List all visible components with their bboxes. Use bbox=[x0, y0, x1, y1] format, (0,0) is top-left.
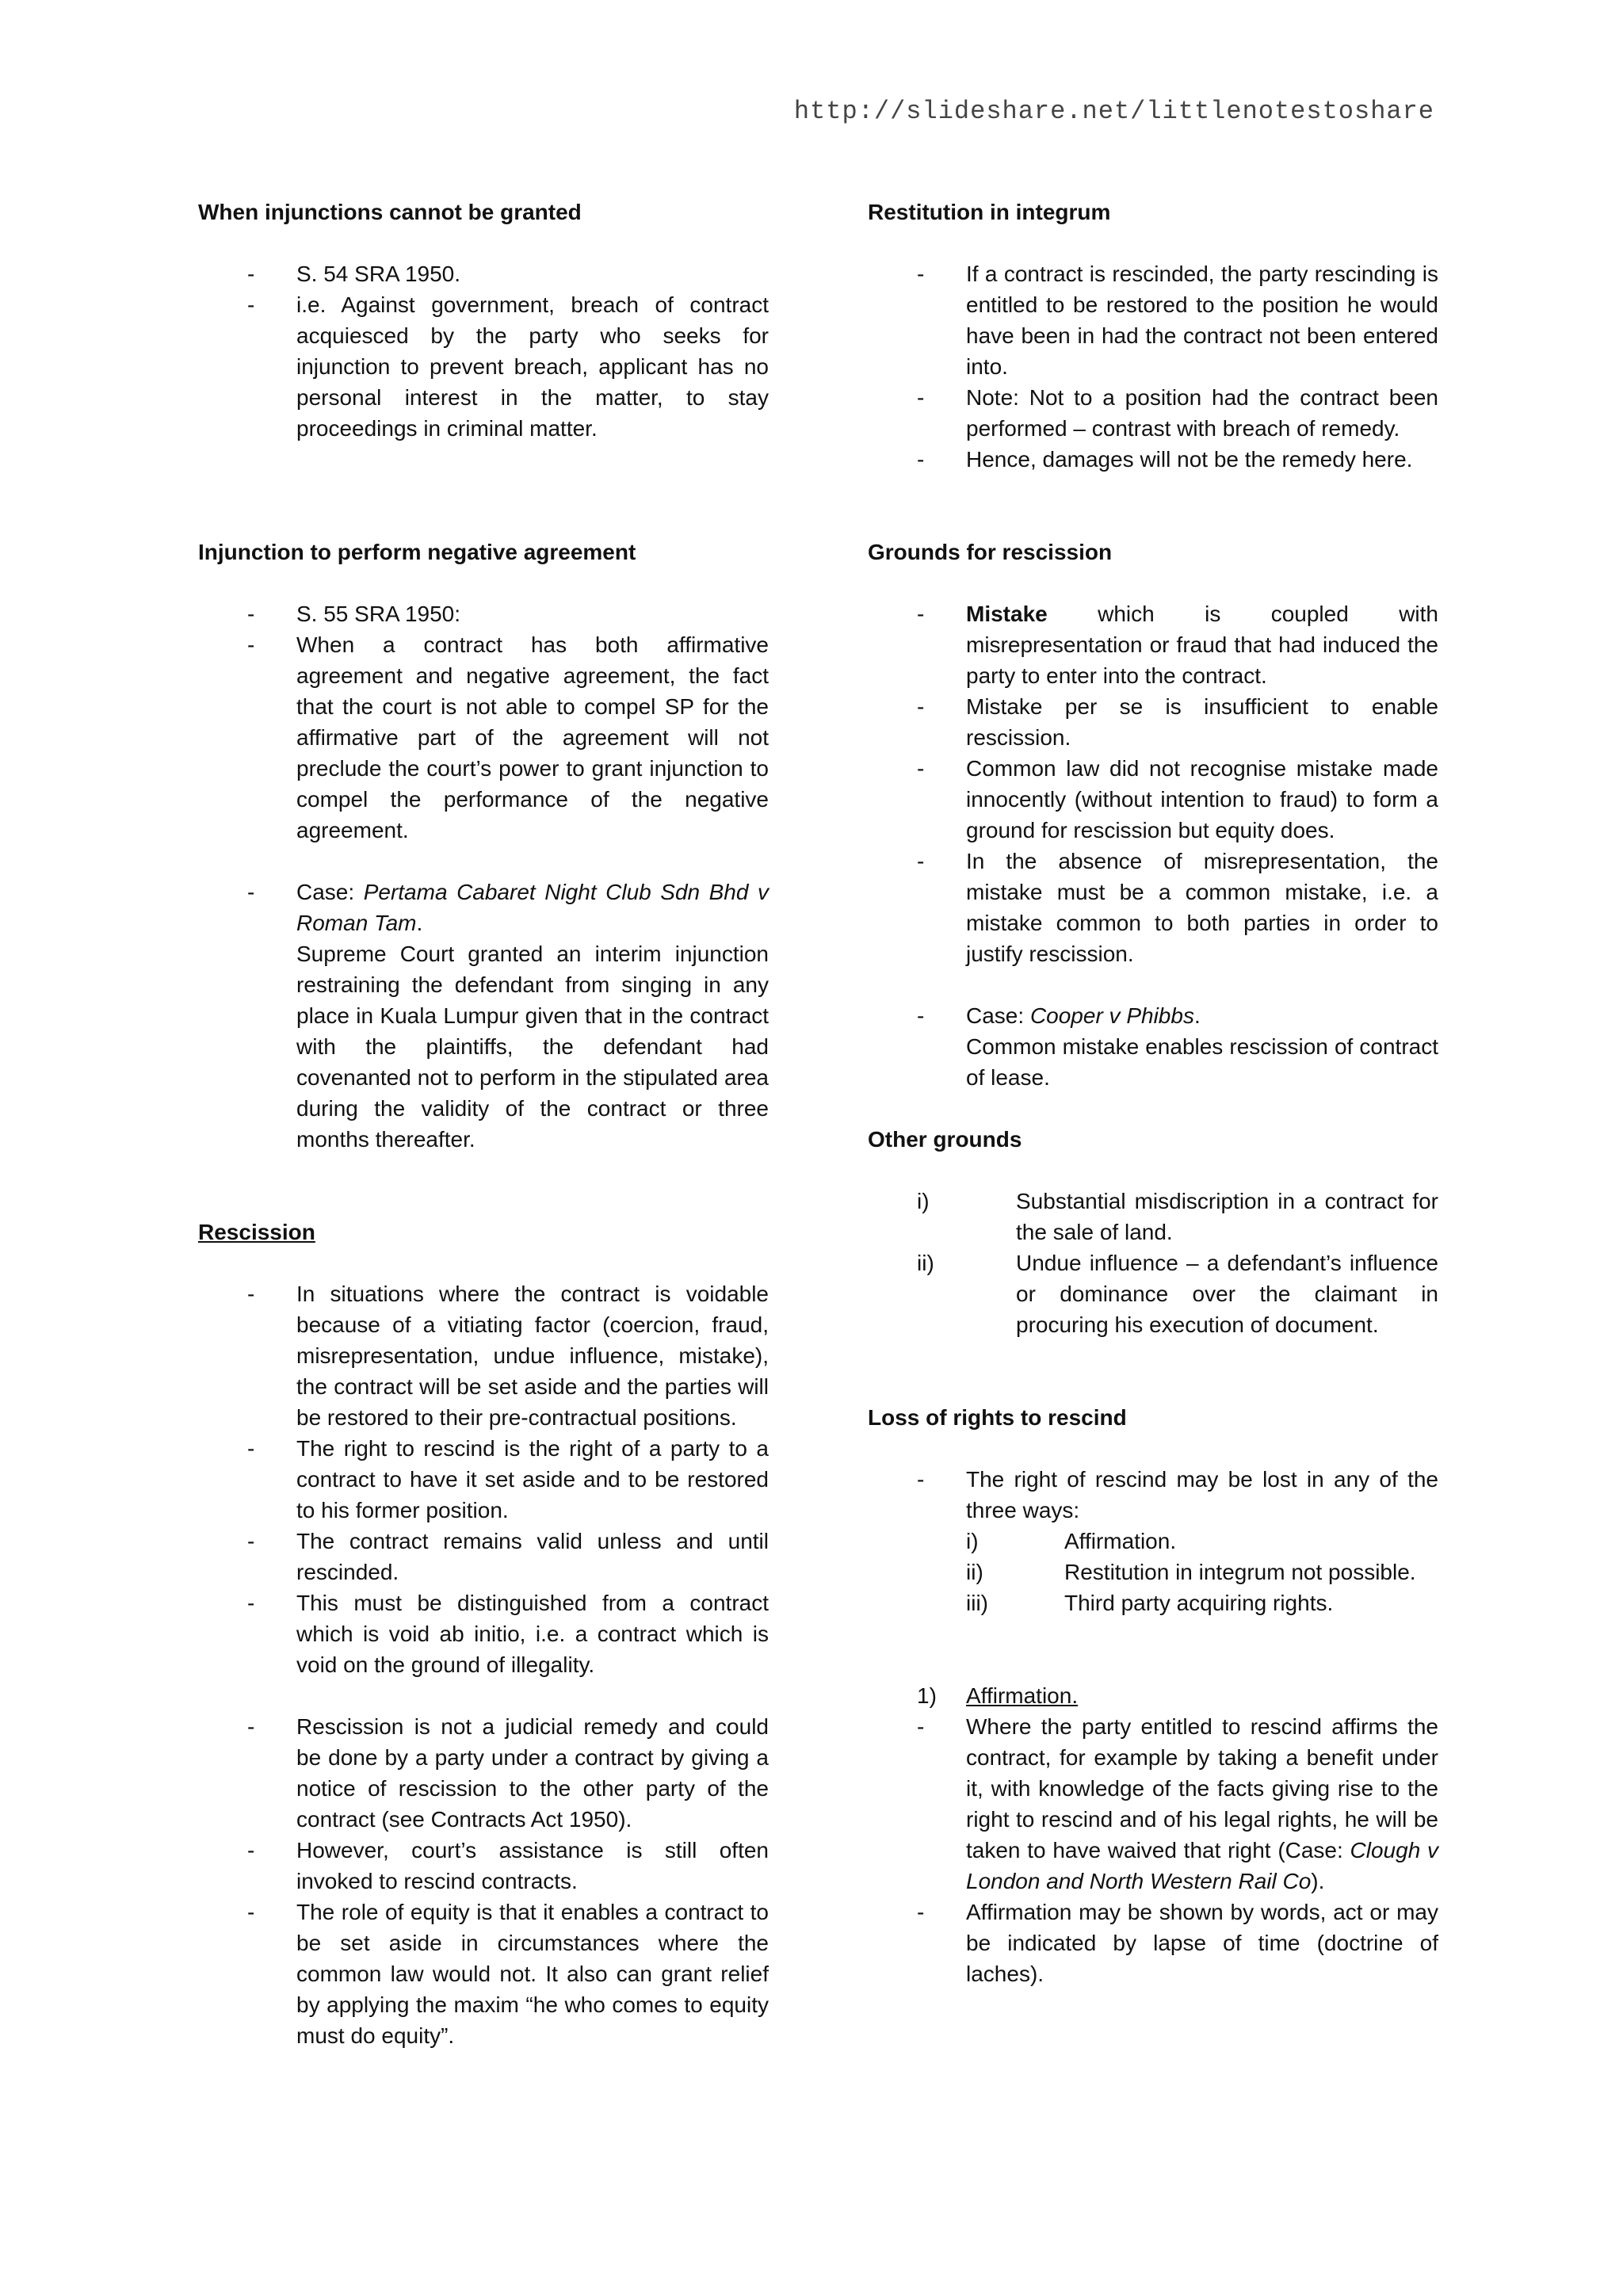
roman-numeral: ii) bbox=[966, 1560, 983, 1584]
list-item: - However, court’s assistance is still often invoked to rescind contracts. bbox=[198, 1835, 769, 1897]
bullet-dash: - bbox=[247, 1591, 255, 1615]
bullet-dash: - bbox=[917, 1714, 925, 1739]
bullet-dash: - bbox=[247, 632, 255, 657]
list-restitution bbox=[868, 258, 1438, 475]
list-item: - The right to rescind is the right of a party to a contract to have it set aside and to be restored to his former position. bbox=[198, 1433, 769, 1526]
bullet-dash: - bbox=[247, 1529, 255, 1553]
list-affirmation bbox=[868, 1680, 1438, 1989]
list-negative-agreement bbox=[198, 598, 769, 846]
left-column bbox=[198, 197, 769, 2051]
list-negative-agreement-case bbox=[198, 877, 769, 1155]
heading-negative-agreement: Injunction to perform negative agreement bbox=[198, 540, 636, 564]
bullet-dash: - bbox=[247, 880, 255, 904]
roman-numeral: i) bbox=[917, 1189, 930, 1213]
bullet-dash: - bbox=[917, 262, 925, 286]
case-name: Clough v London and North Western Rail Co bbox=[966, 1838, 1438, 1893]
list-item: - In the absence of misrepresentation, the mistake must be a common mistake, i.e. a mistake common to both parties in order to justify rescission. bbox=[868, 846, 1438, 969]
bullet-dash: - bbox=[247, 262, 255, 286]
item-number: 1) bbox=[917, 1683, 937, 1708]
list-item: - This must be distinguished from a contract which is void ab initio, i.e. a contract which is void on the ground of illegality. bbox=[198, 1587, 769, 1680]
roman-numeral: iii) bbox=[966, 1591, 988, 1615]
list-item: ii) Undue influence – a defendant’s influence or dominance over the claimant in procuring his execution of document. bbox=[868, 1247, 1438, 1340]
roman-numeral: i) bbox=[966, 1529, 979, 1553]
list-item: - Common law did not recognise mistake made innocently (without intention to fraud) to form a ground for rescission but equity does. bbox=[868, 753, 1438, 846]
bullet-dash: - bbox=[247, 1714, 255, 1739]
list-item: - The role of equity is that it enables a contract to be set aside in circumstances where the common law would not. It also can grant relief by applying the maxim “he who comes to equity must do equity”. bbox=[198, 1897, 769, 2051]
list-item: - If a contract is rescinded, the party rescinding is entitled to be restored to the position he would have been in had the contract not been entered into. bbox=[868, 258, 1438, 382]
bullet-dash: - bbox=[917, 1900, 925, 1924]
bullet-dash: - bbox=[247, 1900, 255, 1924]
bullet-dash: - bbox=[917, 602, 925, 626]
list-item: - Affirmation may be shown by words, act or may be indicated by lapse of time (doctrine of laches). bbox=[868, 1897, 1438, 1989]
heading-injunctions-not-granted: When injunctions cannot be granted bbox=[198, 200, 582, 224]
heading-other-grounds: Other grounds bbox=[868, 1127, 1022, 1152]
bullet-dash: - bbox=[917, 447, 925, 472]
list-item: i) Substantial misdiscription in a contract for the sale of land. bbox=[868, 1186, 1438, 1247]
list-injunctions-not-granted bbox=[198, 258, 769, 444]
list-item: - Where the party entitled to rescind affirms the contract, for example by taking a benefit under it, with knowledge of the facts giving rise to the right to rescind and of his legal rights, he will be taken to have waived that right (Case: Clough v London and North Western Rail Co). bbox=[868, 1711, 1438, 1897]
heading-loss-of-rights: Loss of rights to rescind bbox=[868, 1405, 1127, 1430]
bullet-dash: - bbox=[917, 694, 925, 719]
list-other-grounds bbox=[868, 1186, 1438, 1340]
bullet-dash: - bbox=[247, 1838, 255, 1862]
list-grounds-case bbox=[868, 1000, 1438, 1093]
header-url: http://slideshare.net/littlenotestoshare bbox=[793, 97, 1434, 126]
case-item: - Case: Cooper v Phibbs. Common mistake enables rescission of contract of lease. bbox=[868, 1000, 1438, 1093]
case-name: Pertama Cabaret Night Club Sdn Bhd v Roman Tam bbox=[296, 880, 769, 935]
case-name: Cooper v Phibbs bbox=[1029, 1003, 1194, 1028]
list-loss-of-rights bbox=[868, 1464, 1438, 1618]
list-item: - When a contract has both affirmative agreement and negative agreement, the fact that the court is not able to compel SP for the affirmative part of the agreement will not preclude the court’s power to grant injunction to compel the performance of the negative agreement. bbox=[198, 629, 769, 846]
heading-grounds-rescission: Grounds for rescission bbox=[868, 540, 1113, 564]
case-item: - Case: Pertama Cabaret Night Club Sdn Bhd v Roman Tam. Supreme Court granted an interim injunction restraining the defendant from singing in any place in Kuala Lumpur given that in the contract with the plaintiffs, the defendant had covenanted not to perform in the stipulated area during the validity of the contract or three months thereafter. bbox=[198, 877, 769, 1155]
list-item: - Note: Not to a position had the contract been performed – contrast with breach of remedy. bbox=[868, 382, 1438, 444]
heading-restitution: Restitution in integrum bbox=[868, 200, 1111, 224]
list-item: - Mistake per se is insufficient to enable rescission. bbox=[868, 691, 1438, 753]
bullet-dash: - bbox=[917, 756, 925, 781]
bullet-dash: - bbox=[917, 1467, 925, 1492]
list-item: - i.e. Against government, breach of contract acquiesced by the party who seeks for injunction to prevent breach, applicant has no personal interest in the matter, to stay proceedings in criminal matter. bbox=[198, 289, 769, 444]
heading-rescission: Rescission bbox=[198, 1220, 315, 1244]
list-item: - S. 54 SRA 1950. bbox=[198, 258, 769, 289]
bullet-dash: - bbox=[917, 1003, 925, 1028]
case-text: Supreme Court granted an interim injunction restraining the defendant from singing in any place in Kuala Lumpur given that in the contract with the plaintiffs, the defendant had covenanted not to perform in the stipulated area during the validity of the contract or three months thereafter. bbox=[296, 942, 769, 1152]
roman-numeral: ii) bbox=[917, 1251, 934, 1275]
bullet-dash: - bbox=[247, 292, 255, 317]
bullet-dash: - bbox=[917, 849, 925, 873]
case-text: Common mistake enables rescission of contract of lease. bbox=[966, 1034, 1438, 1090]
bullet-dash: - bbox=[247, 1282, 255, 1306]
list-grounds-rescission bbox=[868, 598, 1438, 969]
sub-item: i) Affirmation. bbox=[966, 1526, 1438, 1557]
sub-item: iii) Third party acquiring rights. bbox=[966, 1587, 1438, 1618]
list-rescission bbox=[198, 1278, 769, 1680]
list-item: - Hence, damages will not be the remedy here. bbox=[868, 444, 1438, 475]
sub-item: ii) Restitution in integrum not possible. bbox=[966, 1557, 1438, 1587]
list-rescission-2 bbox=[198, 1711, 769, 2051]
bullet-dash: - bbox=[247, 602, 255, 626]
bullet-dash: - bbox=[247, 1436, 255, 1461]
list-item: - Rescission is not a judicial remedy and could be done by a party under a contract by giving a notice of rescission to the other party of the contract (see Contracts Act 1950). bbox=[198, 1711, 769, 1835]
right-column bbox=[868, 197, 1438, 1989]
list-item: - In situations where the contract is voidable because of a vitiating factor (coercion, fraud, misrepresentation, undue influence, mistake), the contract will be set aside and the parties will be restored to their pre-contractual positions. bbox=[198, 1278, 769, 1433]
bullet-dash: - bbox=[917, 385, 925, 410]
list-item: - The right of rescind may be lost in any of the three ways: i) Affirmation. ii) Restitution in integrum not possible. iii) Third party acquiring rights. bbox=[868, 1464, 1438, 1618]
sub-list-ways bbox=[966, 1526, 1438, 1618]
list-item: - Mistake which is coupled with misrepresentation or fraud that had induced the party to enter into the contract. bbox=[868, 598, 1438, 691]
list-item: - The contract remains valid unless and until rescinded. bbox=[198, 1526, 769, 1587]
affirmation-heading: 1) Affirmation. bbox=[868, 1680, 1438, 1711]
list-item: - S. 55 SRA 1950: bbox=[198, 598, 769, 629]
